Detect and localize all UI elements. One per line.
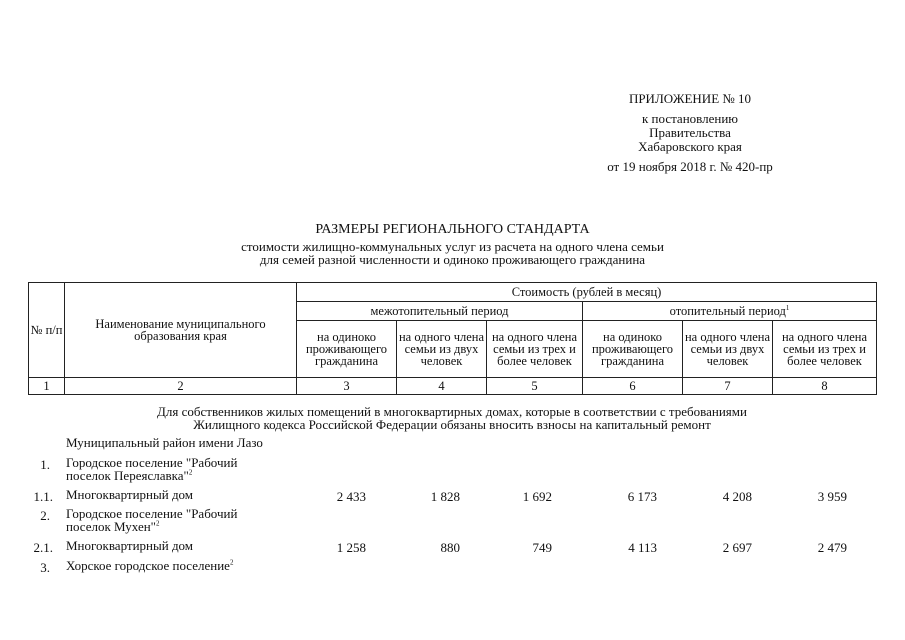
row-name: Многоквартирный дом bbox=[66, 487, 194, 502]
col-number: 3 bbox=[297, 378, 397, 395]
header-period-heating-label: отопительный период bbox=[669, 304, 786, 318]
appendix-date: от 19 ноября 2018 г. № 420-пр bbox=[607, 159, 773, 174]
section-note-line1: Для собственников жилых помещений в многоквартирных домах, которые в соответствии с требованиями bbox=[157, 404, 747, 419]
row-name-line1: Городское поселение "Рабочий bbox=[66, 506, 238, 521]
header-period-heating-sup: 1 bbox=[785, 303, 790, 312]
header-sub-three-heating: на одного члена семьи из трех и более человек bbox=[773, 321, 877, 378]
cell-value: 4 208 bbox=[722, 489, 752, 504]
header-sub-two-heating: на одного члена семьи из двух человек bbox=[683, 321, 773, 378]
header-period-inter: межотопительный период bbox=[297, 302, 583, 321]
row-name-line1: Городское поселение "Рабочий bbox=[66, 455, 238, 470]
col-number: 8 bbox=[773, 378, 877, 395]
row-name: Многоквартирный дом bbox=[66, 538, 194, 553]
col-number: 2 bbox=[65, 378, 297, 395]
cell-value: 1 828 bbox=[430, 489, 460, 504]
row-footnote-sup: 2 bbox=[229, 558, 234, 567]
col-number: 7 bbox=[683, 378, 773, 395]
header-cost: Стоимость (рублей в месяц) bbox=[297, 283, 877, 302]
cell-value: 749 bbox=[532, 540, 552, 555]
cell-value: 6 173 bbox=[627, 489, 657, 504]
document-subtitle bbox=[0, 240, 905, 266]
appendix-line1: к постановлению bbox=[641, 111, 739, 126]
row-footnote-sup: 2 bbox=[188, 468, 193, 477]
subtitle-line1: стоимости жилищно-коммунальных услуг из расчета на одного члена семьи bbox=[241, 239, 664, 254]
row-name-line2: поселок Переяславка" bbox=[66, 467, 189, 483]
row-name bbox=[66, 508, 237, 533]
col-number: 6 bbox=[583, 378, 683, 395]
section-note bbox=[28, 406, 876, 431]
header-sub-three-inter: на одного члена семьи из трех и более человек bbox=[487, 321, 583, 378]
cell-value: 4 113 bbox=[628, 540, 657, 555]
row-number: 2.1. bbox=[33, 540, 53, 555]
district-name: Муниципальный район имени Лазо bbox=[66, 435, 263, 450]
appendix-line3: Хабаровского края bbox=[638, 139, 742, 154]
row-number: 3. bbox=[40, 560, 50, 575]
row-name-text: Хорское городское поселение bbox=[66, 558, 230, 573]
row-number: 1.1. bbox=[33, 489, 53, 504]
header-sub-single-inter: на одиноко проживающего гражданина bbox=[297, 321, 397, 378]
subtitle-line2: для семей разной численности и одиноко проживающего гражданина bbox=[259, 252, 646, 267]
appendix-line2: Правительства bbox=[649, 125, 731, 140]
col-number: 5 bbox=[487, 378, 583, 395]
appendix-block bbox=[560, 92, 820, 174]
header-name-col: Наименование муниципального образования края bbox=[65, 283, 297, 378]
row-number: 1. bbox=[40, 457, 50, 472]
col-number: 1 bbox=[29, 378, 65, 395]
row-number: 2. bbox=[40, 508, 50, 523]
cell-value: 2 479 bbox=[817, 540, 847, 555]
header-sub-two-inter: на одного члена семьи из двух человек bbox=[397, 321, 487, 378]
cell-value: 1 692 bbox=[522, 489, 552, 504]
col-number: 4 bbox=[397, 378, 487, 395]
section-note-line2: Жилищного кодекса Российской Федерации обязаны вносить взносы на капитальный ремонт bbox=[193, 416, 711, 432]
cell-value: 1 258 bbox=[336, 540, 366, 555]
header-num-col: № п/п bbox=[29, 283, 65, 378]
header-period-heating bbox=[583, 302, 877, 321]
standard-table-header bbox=[28, 282, 877, 395]
cell-value: 3 959 bbox=[817, 489, 847, 504]
cell-value: 2 433 bbox=[336, 489, 366, 504]
cell-value: 880 bbox=[440, 540, 460, 555]
cell-value: 2 697 bbox=[722, 540, 752, 555]
row-name-line2: поселок Мухен" bbox=[66, 518, 156, 534]
appendix-title: ПРИЛОЖЕНИЕ № 10 bbox=[628, 91, 752, 106]
row-name bbox=[66, 560, 233, 573]
header-sub-single-heating: на одиноко проживающего гражданина bbox=[583, 321, 683, 378]
row-footnote-sup: 2 bbox=[155, 519, 160, 528]
row-name bbox=[66, 457, 237, 482]
document-title: РАЗМЕРЫ РЕГИОНАЛЬНОГО СТАНДАРТА bbox=[315, 222, 590, 237]
